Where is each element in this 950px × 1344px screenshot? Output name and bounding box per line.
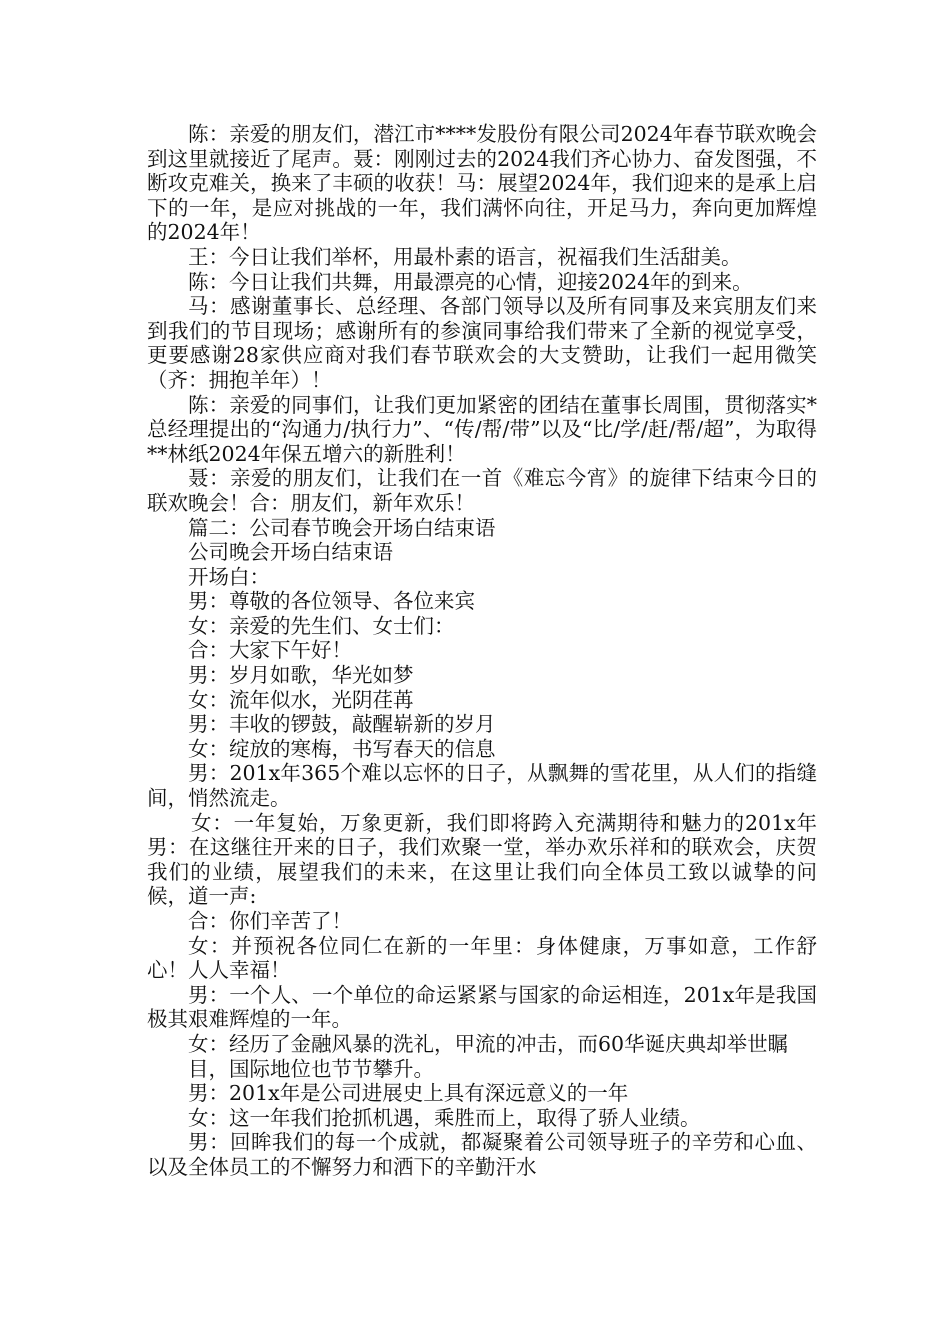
paragraph-wang-toast: 王：今日让我们举杯，用最朴素的语言，祝福我们生活甜美。 — [188, 244, 742, 269]
line-female-financial-storm: 女：经历了金融风暴的洗礼，甲流的冲击，而60华诞庆典却举世瞩 — [188, 1031, 789, 1056]
paragraph-nie-farewell: 聂：亲爱的朋友们，让我们在一首《难忘今宵》的旋律下结束今日的联欢晚会！合：朋友们，新年欢乐！ — [147, 466, 817, 515]
line-male-365-days: 男：201x年365个难以忘怀的日子，从飘舞的雪花里，从人们的指缝间，悄然流走。 — [147, 761, 817, 811]
line-female-new-year: 女：一年复始，万象更新，我们即将跨入充满期待和魅力的201x年男：在这继往开来的日子，我们欢聚一堂，举办欢乐祥和的联欢会，庆贺我们的业绩，展望我们的未来，在这里让我们向全体员工致以诚挚的问候，道一声: — [147, 810, 817, 909]
line-international-status: 目，国际地位也节节攀升。 — [188, 1056, 434, 1081]
paragraph-ma-thanks: 马：感谢董事长、总经理、各部门领导以及所有同事及来宾朋友们来到我们的节目现场；感谢所有的参演同事给我们带来了全新的视觉享受，更要感谢28家供应商对我们春节联欢会的大支赞助，让我们一起用微笑（齐：拥抱羊年）！ — [147, 294, 817, 392]
paragraph-chen-dance: 陈：今日让我们共舞，用最漂亮的心情，迎接2024年的到来。 — [188, 269, 753, 294]
section-heading-part-two: 篇二：公司春节晚会开场白结束语 — [188, 515, 496, 540]
line-female-greeting: 女：亲爱的先生们、女士们： — [188, 613, 455, 638]
line-female-plum: 女：绽放的寒梅，书写春天的信息 — [188, 736, 496, 761]
line-male-drums: 男：丰收的锣鼓，敲醒崭新的岁月 — [188, 712, 496, 737]
line-male-years: 男：岁月如歌，华光如梦 — [188, 663, 414, 688]
opening-label: 开场白： — [188, 564, 270, 589]
line-female-achievements: 女：这一年我们抢抓机遇，乘胜而上，取得了骄人业绩。 — [188, 1105, 701, 1130]
document-body — [147, 122, 817, 1180]
line-together-greeting: 合：大家下午好！ — [188, 638, 352, 663]
line-male-greeting: 男：尊敬的各位领导、各位来宾 — [188, 589, 475, 614]
line-together-thanks: 合：你们辛苦了！ — [188, 909, 352, 933]
paragraph-closing-intro: 陈：亲爱的朋友们，潜江市****发股份有限公司2024年春节联欢晚会到这里就接近了尾声。聂：刚刚过去的2024我们齐心协力、奋发图强，不断攻克难关，换来了丰硕的收获！马：展望2024年，我们迎来的是承上启下的一年，是应对挑战的一年，我们满怀向往，开足马力，奔向更加辉煌的2024年！ — [147, 122, 817, 245]
line-female-time: 女：流年似水，光阴荏苒 — [188, 687, 414, 712]
line-female-wishes: 女：并预祝各位同仁在新的一年里：身体健康，万事如意，工作舒心！人人幸福！ — [147, 933, 817, 983]
line-male-look-back: 男：回眸我们的每一个成就，都凝聚着公司领导班子的辛劳和心血、以及全体员工的不懈努力和洒下的辛勤汗水 — [147, 1130, 817, 1179]
section-subheading: 公司晚会开场白结束语 — [188, 540, 393, 565]
paragraph-chen-unite: 陈：亲爱的同事们，让我们更加紧密的团结在董事长周围，贯彻落实*总经理提出的“沟通力/执行力”、“传/帮/带”以及“比/学/赶/帮/超”，为取得**林纸2024年保五增六的新胜利！ — [147, 392, 817, 466]
line-male-nation: 男：一个人、一个单位的命运紧紧与国家的命运相连，201x年是我国极其艰难辉煌的一年。 — [147, 982, 817, 1032]
line-male-company-history: 男：201x年是公司进展史上具有深远意义的一年 — [188, 1081, 629, 1106]
